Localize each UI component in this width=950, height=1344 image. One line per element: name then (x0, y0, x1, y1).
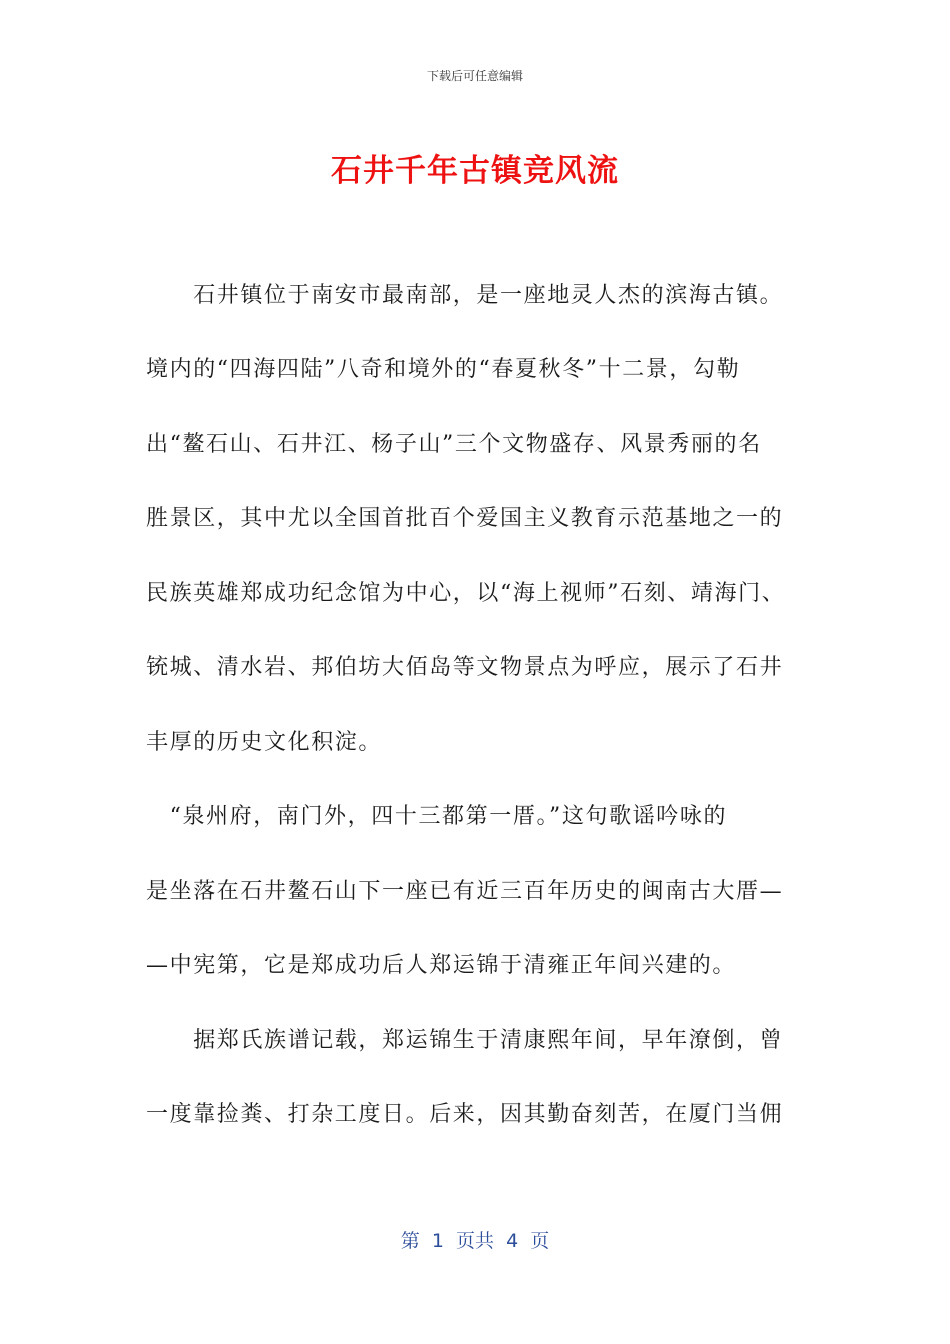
body-line: 境内的“四海四陆”八奇和境外的“春夏秋冬”十二景，勾勒 (146, 357, 741, 382)
body-line: 一度靠捡粪、打杂工度日。后来，因其勤奋刻苦，在厦门当佣 (146, 1102, 784, 1127)
body-line: 石井镇位于南安市最南部，是一座地灵人杰的滨海古镇。 (146, 283, 784, 308)
body-line: 民族英雄郑成功纪念馆为中心，以“海上视师”石刻、靖海门、 (146, 581, 786, 606)
body-line: 是坐落在石井鳌石山下一座已有近三百年历史的闽南古大厝— (146, 879, 784, 904)
body-line: 据郑氏族谱记载，郑运锦生于清康熙年间，早年潦倒，曾 (146, 1028, 784, 1053)
body-line: 铳城、清水岩、邦伯坊大佰岛等文物景点为呼应，展示了石井 (146, 655, 784, 680)
document-title: 石井千年古镇竞风流 (331, 153, 619, 189)
page-footer: 第 1 页共 4 页 (400, 1230, 550, 1252)
body-line: 出“鳌石山、石井江、杨子山”三个文物盛存、风景秀丽的名 (146, 432, 762, 457)
body-line: 丰厚的历史文化积淀。 (146, 730, 383, 755)
header-note: 下载后可任意编辑 (426, 69, 523, 83)
body-line: —中宪第，它是郑成功后人郑运锦于清雍正年间兴建的。 (146, 953, 737, 978)
body-line: “泉州府，南门外，四十三都第一厝。”这句歌谣吟咏的 (146, 804, 728, 829)
body-line: 胜景区，其中尤以全国首批百个爱国主义教育示范基地之一的 (146, 506, 784, 531)
